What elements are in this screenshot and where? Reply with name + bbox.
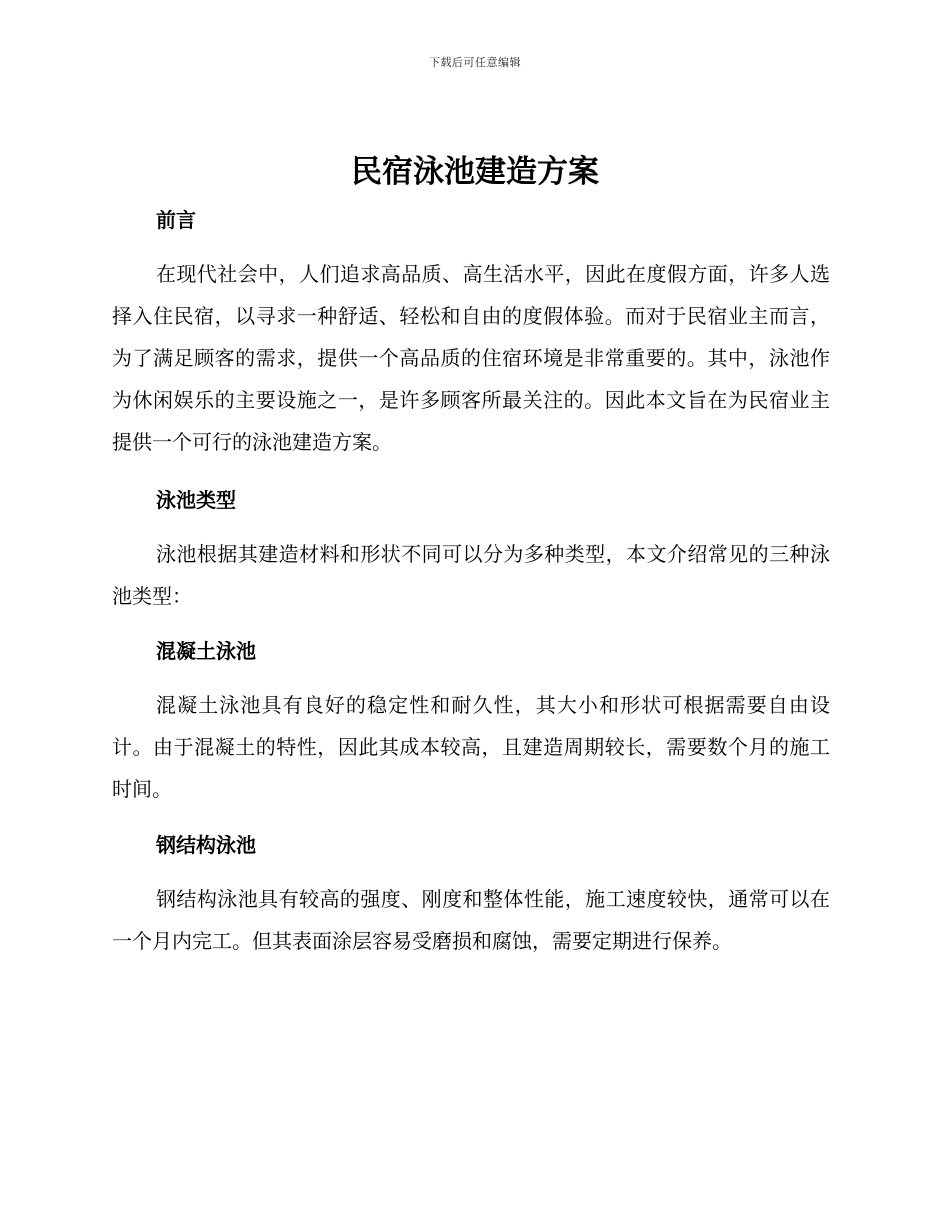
section-paragraph-preface: 在现代社会中，人们追求高品质、高生活水平，因此在度假方面，许多人选择入住民宿，以寻求一种舒适、轻松和自由的度假体验。而对于民宿业主而言，为了满足顾客的需求，提供一个高品质的住宿环境是非常重要的。其中，泳池作为休闲娱乐的主要设施之一，是许多顾客所最关注的。因此本文旨在为民宿业主提供一个可行的泳池建造方案。	[112, 262, 830, 454]
section-heading-steel-pool: 钢结构泳池	[156, 833, 256, 857]
section-heading-concrete-pool: 混凝土泳池	[156, 639, 256, 663]
section-heading-pool-types: 泳池类型	[156, 488, 236, 512]
document-title: 民宿泳池建造方案	[351, 154, 599, 190]
section-heading-preface: 前言	[156, 208, 196, 232]
section-paragraph-pool-types: 泳池根据其建造材料和形状不同可以分为多种类型，本文介绍常见的三种泳池类型：	[112, 542, 830, 608]
section-paragraph-concrete-pool: 混凝土泳池具有良好的稳定性和耐久性，其大小和形状可根据需要自由设计。由于混凝土的特性，因此其成本较高，且建造周期较长，需要数个月的施工时间。	[112, 693, 830, 801]
page-header-note: 下载后可任意编辑	[429, 56, 521, 69]
section-paragraph-steel-pool: 钢结构泳池具有较高的强度、刚度和整体性能，施工速度较快，通常可以在一个月内完工。但其表面涂层容易受磨损和腐蚀，需要定期进行保养。	[112, 887, 830, 953]
